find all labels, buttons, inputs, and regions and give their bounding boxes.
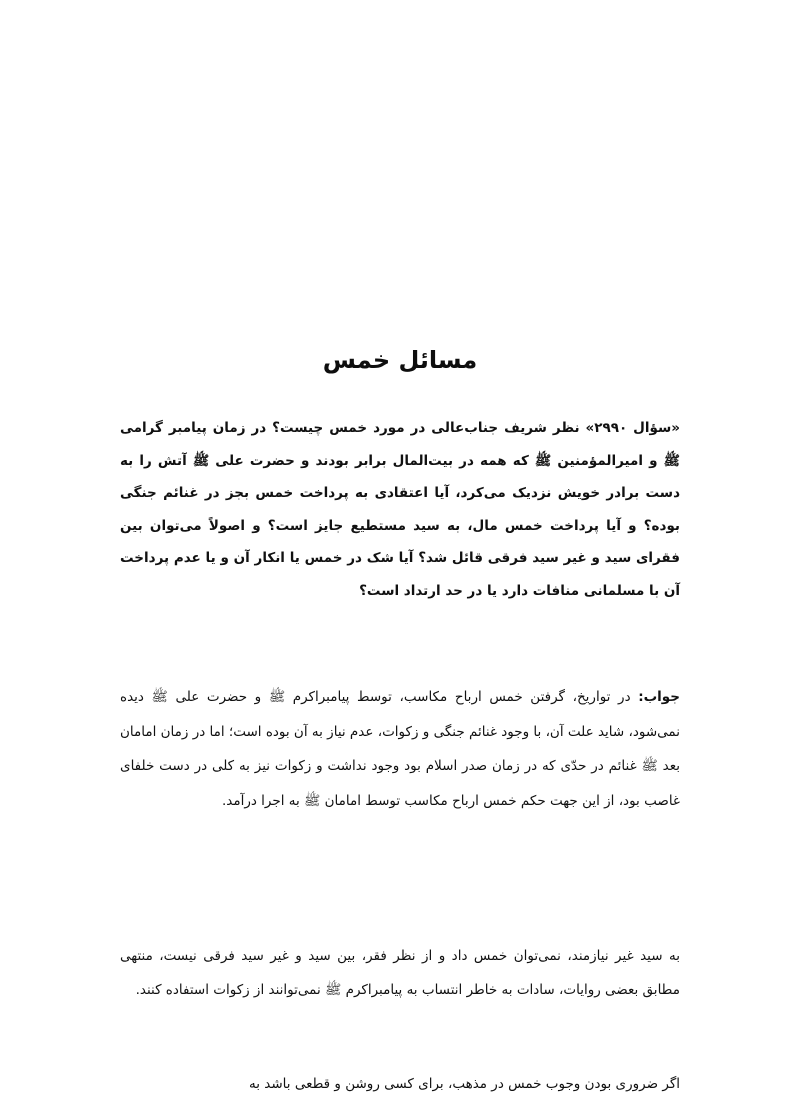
body-paragraph-3: به سید غیر نیازمند، نمی‌توان خمس داد و از نظر فقر، بین سید و غیر سید فرقی نیست، منتهی مطابق بعضی روایات، سادات به خاطر انتساب به پیامبراکرم ﷺ نمی‌توانند از زکوات استفاده کنند. xyxy=(120,948,680,998)
page-title: مسائل خمس xyxy=(322,346,478,374)
question-paragraph: «سؤال ۲۹۹۰» نظر شریف جناب‌عالی در مورد خمس چیست؟ در زمان پیامبر گرامی ﷺ و امیرالمؤمنین ﷺ که همه در بیت‌المال برابر بودند و حضرت علی ﷺ آتش را به دست برادر خویش نزدیک می‌کرد، آیا اعتقادی به پرداخت خمس بجز در غنائم جنگی بوده؟ و آیا پرداخت خمس مال، به سید مستطیع جایز است؟ و اصولاً می‌توان بین فقرای سید و غیر سید فرقی قائل شد؟ آیا شک در خمس یا انکار آن و یا عدم پرداخت آن با مسلمانی منافات دارد یا در حد ارتداد است؟ xyxy=(120,420,680,599)
answer-paragraph xyxy=(120,680,680,818)
answer-label: جواب: xyxy=(638,689,680,705)
body-paragraph-4: اگر ضروری بودن وجوب خمس در مذهب، برای کسی روشن و قطعی باشد به xyxy=(248,1076,680,1092)
answer-text: در تواریخ، گرفتن خمس ارباح مکاسب، توسط پیامبراکرم ﷺ و حضرت علی ﷺ دیده نمی‌شود، شاید علت آن، با وجود غنائم جنگی و زکوات، عدم نیاز به آن بوده است؛ اما در زمان امامان بعد ﷺ غنائم در حدّی که در زمان صدر اسلام بود وجود نداشت و زکوات نیز به کلی در دست خلفای غاصب بود، از این جهت حکم خمس ارباح مکاسب توسط امامان ﷺ به اجرا درآمد. xyxy=(120,689,680,809)
